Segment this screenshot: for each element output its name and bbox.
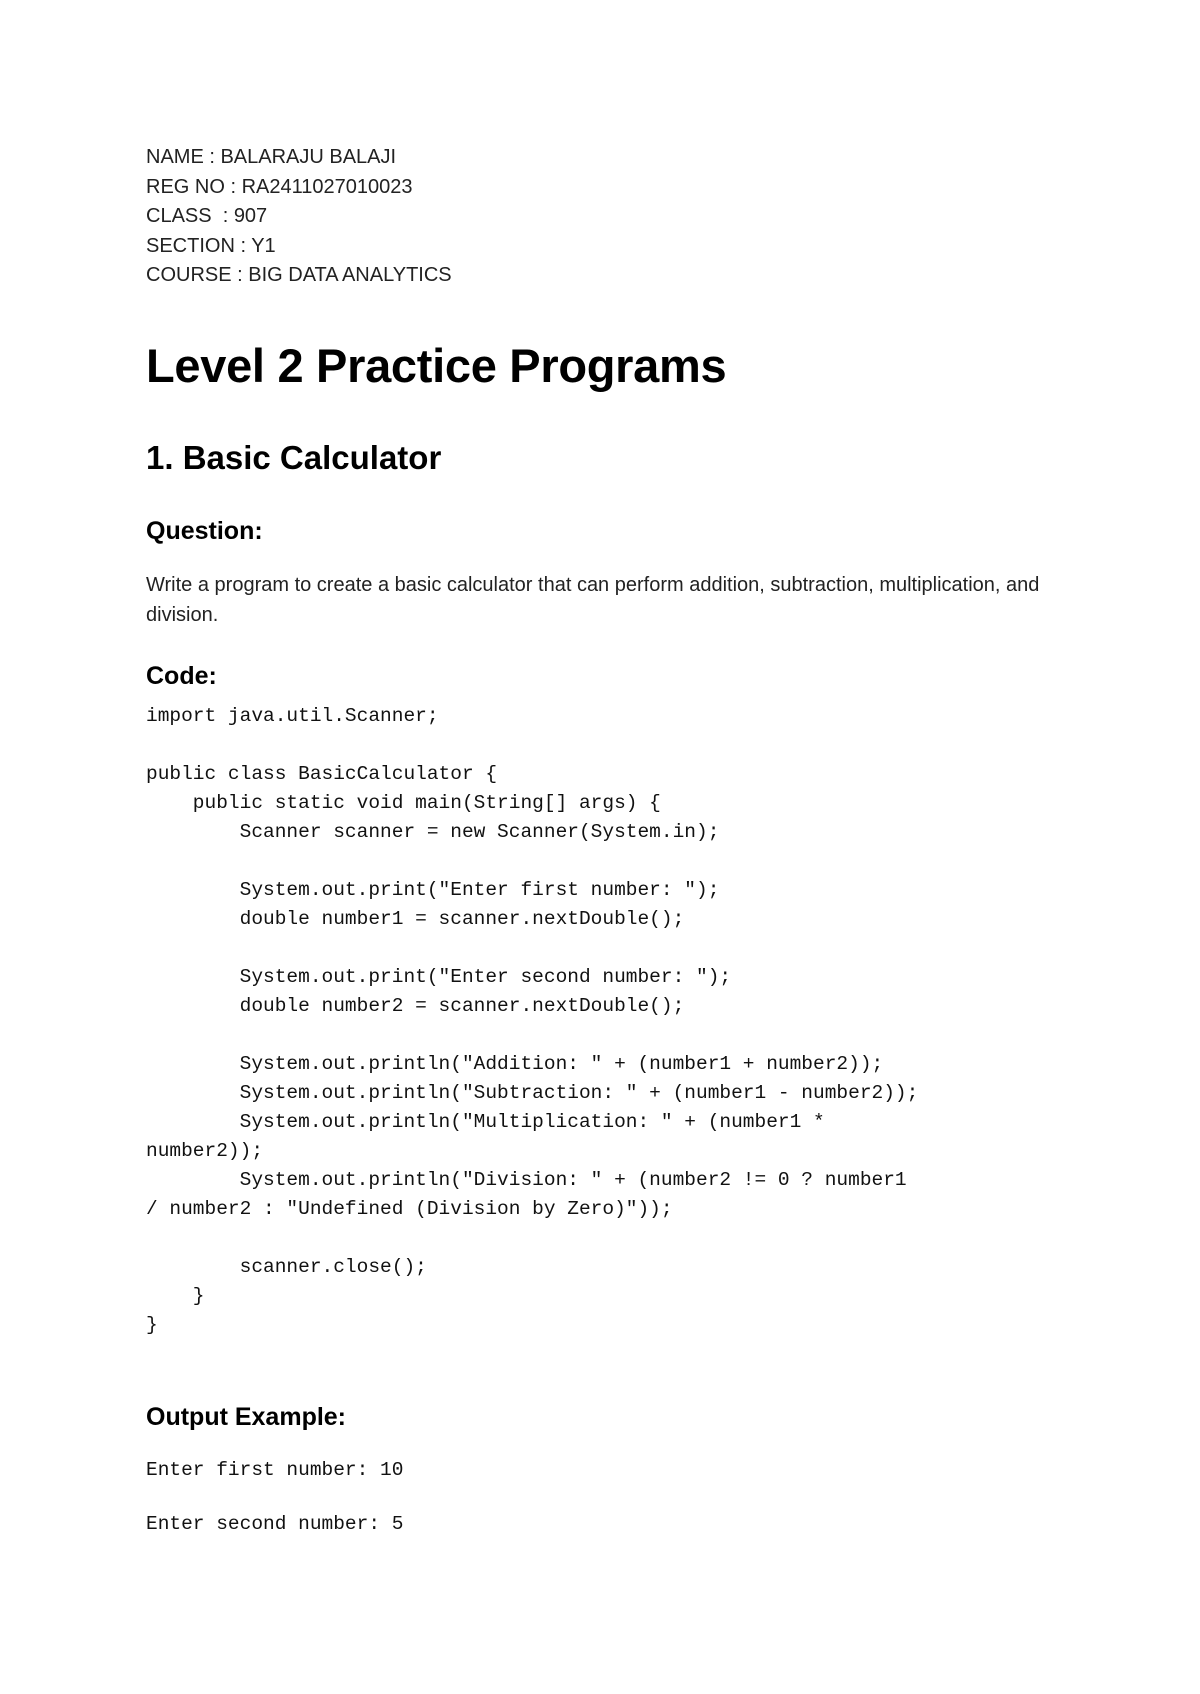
output-label: Output Example: (146, 1403, 347, 1431)
question-text: Write a program to create a basic calculator that can perform addition, subtraction, multiplication, and division. (146, 574, 1040, 626)
program-heading: 1. Basic Calculator (146, 439, 442, 476)
question-label: Question: (146, 517, 263, 545)
output-line: Enter first number: 10 (146, 1459, 404, 1481)
student-name: NAME : BALARAJU BALAJI (146, 146, 397, 168)
code-label: Code: (146, 662, 217, 690)
output-line: Enter second number: 5 (146, 1513, 404, 1535)
code-block: import java.util.Scanner; public class BasicCalculator { public static void main(String[] args) { Scanner scanner = new Scanner(System.in); System.out.print("Enter first number: "); double number1 = scanner.nextDouble(); System.out.print("Enter second number: "); double number2 = scanner.nextDouble(); System.out.println("Addition: " + (number1 + number2)); System.out.println("Subtraction: " + (number1 - number2)); System.out.println("Multiplication: " + (number1 * number2)); System.out.println("Division: " + (number2 != 0 ? number1 / number2 : "Undefined (Division by Zero)")); scanner.close(); } } (146, 705, 919, 1336)
student-info (146, 143, 452, 291)
student-class: CLASS : 907 (146, 205, 268, 227)
student-reg-no: REG NO : RA2411027010023 (146, 175, 413, 198)
student-course: COURSE : BIG DATA ANALYTICS (146, 264, 452, 286)
student-section: SECTION : Y1 (146, 234, 276, 257)
document-title: Level 2 Practice Programs (146, 339, 727, 392)
